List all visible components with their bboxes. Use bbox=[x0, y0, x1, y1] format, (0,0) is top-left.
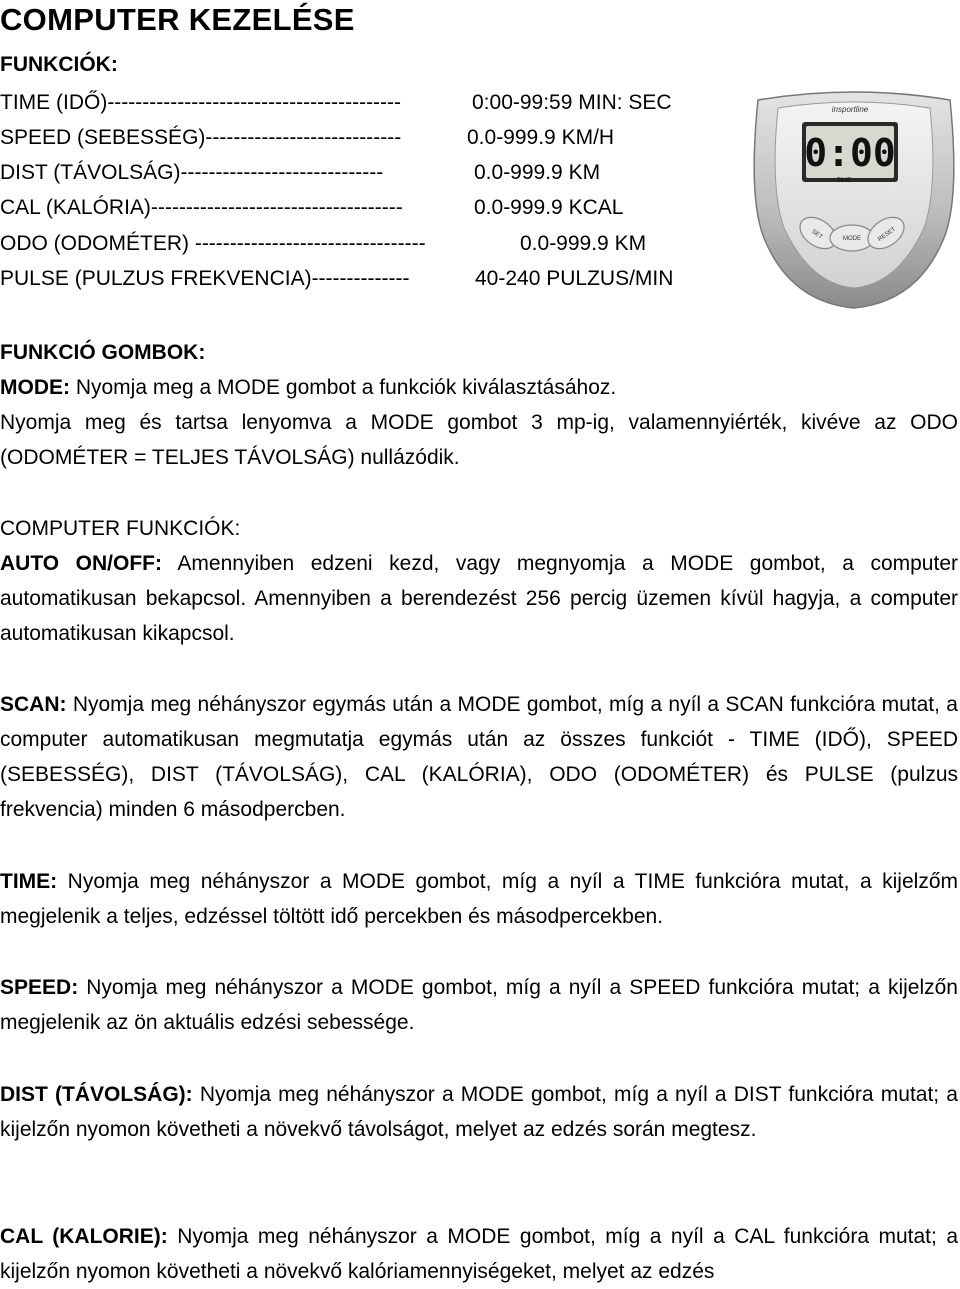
buttons-heading: FUNKCIÓ GOMBOK: bbox=[0, 341, 206, 364]
spec-row-pulse bbox=[0, 261, 674, 296]
lcd-display-value: 0:00 bbox=[804, 131, 896, 175]
spec-label: SPEED (SEBESSÉG)---------------------------- bbox=[0, 126, 402, 149]
spec-label: ODO (ODOMÉTER) --------------------------------- bbox=[0, 232, 426, 255]
paragraph-label: TIME: bbox=[0, 870, 58, 893]
computer-console-image bbox=[748, 88, 960, 310]
set-button-label: SET bbox=[810, 228, 824, 241]
paragraph-text: Nyomja meg néhányszor a MODE gombot, míg a nyíl a SPEED funkcióra mutat; a kijelzőn megjelenik az ön aktuális edzési sebessége. bbox=[0, 976, 958, 1034]
paragraph-text: Amennyiben edzeni kezd, vagy megnyomja a MODE gombot, a computer automatikusan bekapcsol. Amennyiben a berendezést 256 percig üzemen kívül hagyja, a computer automatikusan kikapcsol. bbox=[0, 552, 958, 645]
spec-row-dist bbox=[0, 155, 601, 190]
computer-functions-heading: COMPUTER FUNKCIÓK: bbox=[0, 517, 241, 540]
spec-row-speed bbox=[0, 120, 615, 155]
dist-paragraph bbox=[0, 1077, 958, 1147]
mode-hold-paragraph: Nyomja meg és tartsa lenyomva a MODE gombot 3 mp-ig, valamennyiérték, kivéve az ODO (ODOMÉTER = TELJES TÁVOLSÁG) nullázódik. bbox=[0, 411, 958, 469]
time-paragraph bbox=[0, 864, 958, 934]
paragraph-text: Nyomja meg néhányszor a MODE gombot, míg a nyíl a DIST funkcióra mutat; a kijelzőn nyomon követheti a növekvő távolságot, melyet az edzés során megtesz. bbox=[0, 1083, 958, 1141]
paragraph-text: Nyomja meg néhányszor egymás után a MODE gombot, míg a nyíl a SCAN funkcióra mutat, a computer automatikusan megmutatja egymás után az összes funkciót - TIME (IDŐ), SPEED (SEBESSÉG), DIST (TÁVOLSÁG), CAL (KALÓRIA), ODO (ODOMÉTER) és PULSE (pulzus frekvencia) minden 6 másodpercben. bbox=[0, 693, 958, 821]
spec-row-time bbox=[0, 85, 672, 120]
mode-line bbox=[0, 370, 616, 405]
spec-label: TIME (IDŐ)------------------------------------------ bbox=[0, 91, 402, 114]
paragraph-label: DIST (TÁVOLSÁG): bbox=[0, 1083, 193, 1106]
paragraph-label: SPEED: bbox=[0, 976, 79, 999]
spec-label: PULSE (PULZUS FREKVENCIA)-------------- bbox=[0, 267, 410, 290]
brand-logo: insportline bbox=[831, 105, 869, 114]
page-title: COMPUTER KEZELÉSE bbox=[0, 2, 355, 37]
spec-label: DIST (TÁVOLSÁG)----------------------------- bbox=[0, 161, 384, 184]
paragraph-text: Nyomja meg néhányszor a MODE gombot, míg a nyíl a TIME funkcióra mutat, a kijelzőm megjelenik a teljes, edzéssel töltött idő percekben és másodpercekben. bbox=[0, 870, 958, 928]
reset-button-label: RESET bbox=[877, 226, 898, 243]
spec-value: 0.0-999.9 KM/H bbox=[467, 126, 615, 149]
speed-paragraph bbox=[0, 970, 958, 1040]
mode-button-label: MODE bbox=[843, 236, 861, 242]
spec-value: 0.0-999.9 KM bbox=[520, 232, 647, 255]
mode-text: Nyomja meg a MODE gombot a funkciók kiválasztásához. bbox=[70, 376, 617, 399]
lcd-display-label: TIME bbox=[836, 178, 852, 184]
paragraph-text: Nyomja meg néhányszor a MODE gombot, míg a nyíl a CAL funkcióra mutat; a kijelzőn nyomon követheti a növekvő kalóriamennyiségeket, melyet az edzés bbox=[0, 1225, 958, 1283]
spec-row-odo bbox=[0, 226, 647, 261]
functions-heading: FUNKCIÓK: bbox=[0, 53, 118, 76]
mode-label: MODE: bbox=[0, 376, 70, 399]
spec-value: 0.0-999.9 KM bbox=[474, 161, 601, 184]
spec-value: 40-240 PULZUS/MIN bbox=[475, 267, 674, 290]
paragraph-label: SCAN: bbox=[0, 693, 67, 716]
cal-paragraph bbox=[0, 1219, 958, 1289]
paragraph-label: AUTO ON/OFF: bbox=[0, 552, 162, 575]
paragraph-label: CAL (KALORIE): bbox=[0, 1225, 168, 1248]
spec-row-cal bbox=[0, 190, 624, 225]
auto-on-off-paragraph bbox=[0, 546, 958, 651]
scan-paragraph bbox=[0, 687, 958, 827]
spec-label: CAL (KALÓRIA)------------------------------------ bbox=[0, 196, 403, 219]
spec-value: 0:00-99:59 MIN: SEC bbox=[472, 91, 672, 114]
spec-value: 0.0-999.9 KCAL bbox=[474, 196, 624, 219]
